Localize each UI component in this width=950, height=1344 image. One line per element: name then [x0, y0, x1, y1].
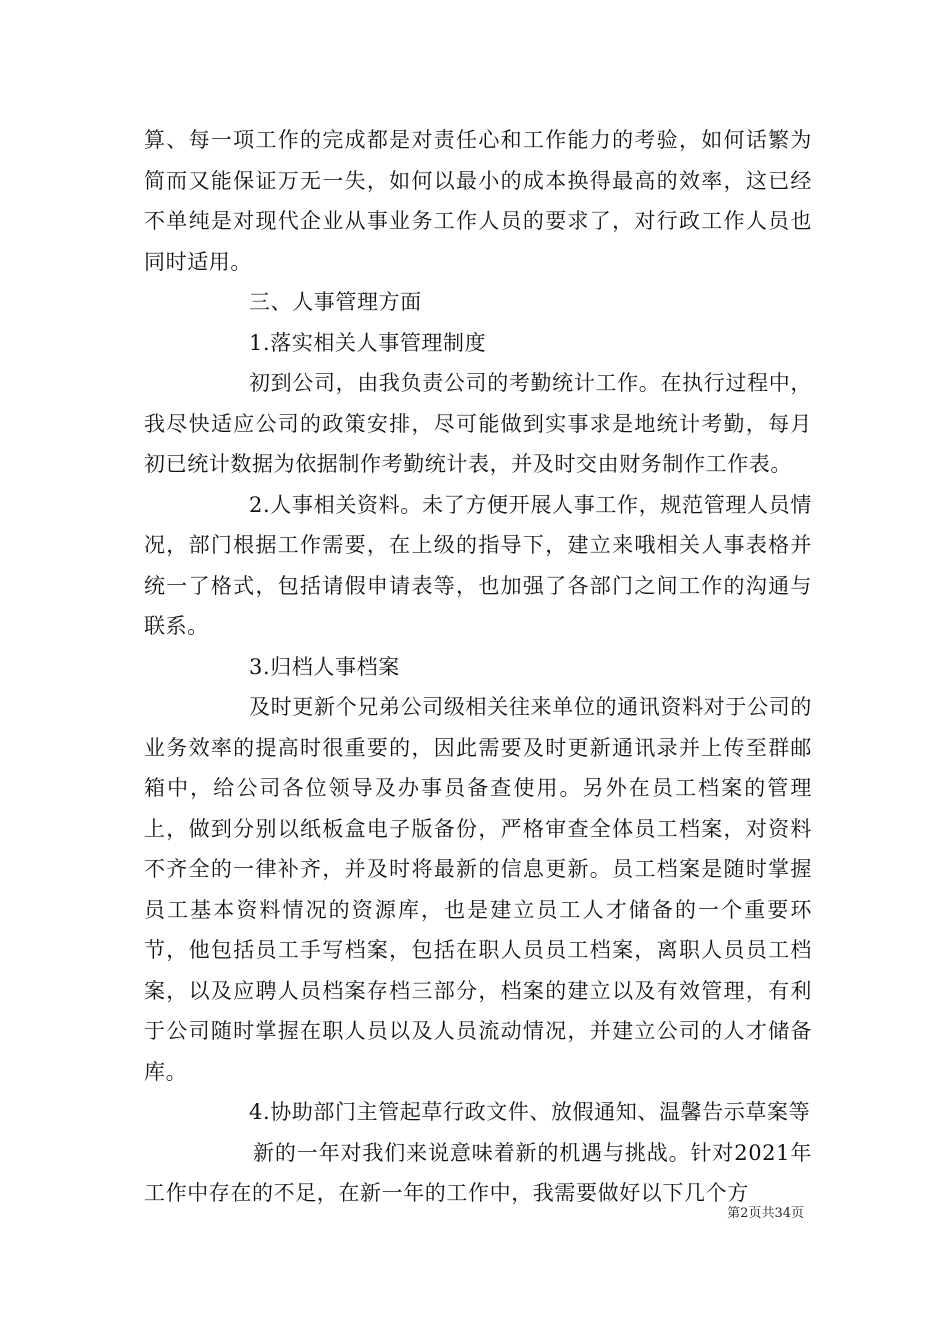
paragraph-drafting: 4.协助部门主管起草行政文件、放假通知、温馨告示草案等	[249, 1100, 811, 1124]
page-number-footer: 第2页共34页	[727, 1206, 804, 1221]
paragraph-attendance: 初到公司，由我负责公司的考勤统计工作。在执行过程中，我尽快适应公司的政策安排，尽可能做到实事求是地统计考勤，每月初已统计数据为依据制作考勤统计表，并及时交由财务制作工作表。	[144, 371, 812, 476]
section-heading-personnel: 三、人事管理方面	[249, 290, 422, 314]
subheading-3: 3.归档人事档案	[249, 654, 400, 679]
document-body	[144, 120, 812, 1214]
paragraph-archives: 及时更新个兄弟公司级相关往来单位的通讯资料对于公司的业务效率的提高时很重要的，因此需要及时更新通讯录并上传至群邮箱中，给公司各位领导及办事员备查使用。另外在员工档案的管理上，做到分别以纸板盒电子版备份，严格审查全体员工档案，对资料不齐全的一律补齐，并及时将最新的信息更新。员工档案是随时掌握员工基本资料情况的资源库，也是建立员工人才储备的一个重要环节，他包括员工手写档案，包括在职人员员工档案，离职人员员工档案，以及应聘人员档案存档三部分，档案的建立以及有效管理，有利于公司随时掌握在职人员以及人员流动情况，并建立公司的人才储备库。	[144, 695, 812, 1084]
paragraph-new-year: 新的一年对我们来说意味着新的机遇与挑战。针对2021年工作中存在的不足，在新一年的工作中，我需要做好以下几个方	[144, 1140, 812, 1205]
subheading-1: 1.落实相关人事管理制度	[249, 330, 487, 355]
paragraph-hr-materials: 2.人事相关资料。未了方便开展人事工作，规范管理人员情况，部门根据工作需要，在上级的指导下，建立来哦相关人事表格并统一了格式，包括请假申请表等，也加强了各部门之间工作的沟通与联系。	[144, 492, 812, 638]
paragraph-continued: 算、每一项工作的完成都是对责任心和工作能力的考验，如何话繁为简而又能保证万无一失，如何以最小的成本换得最高的效率，这已经不单纯是对现代企业从事业务工作人员的要求了，对行政工作人员也同时适用。	[144, 128, 812, 274]
